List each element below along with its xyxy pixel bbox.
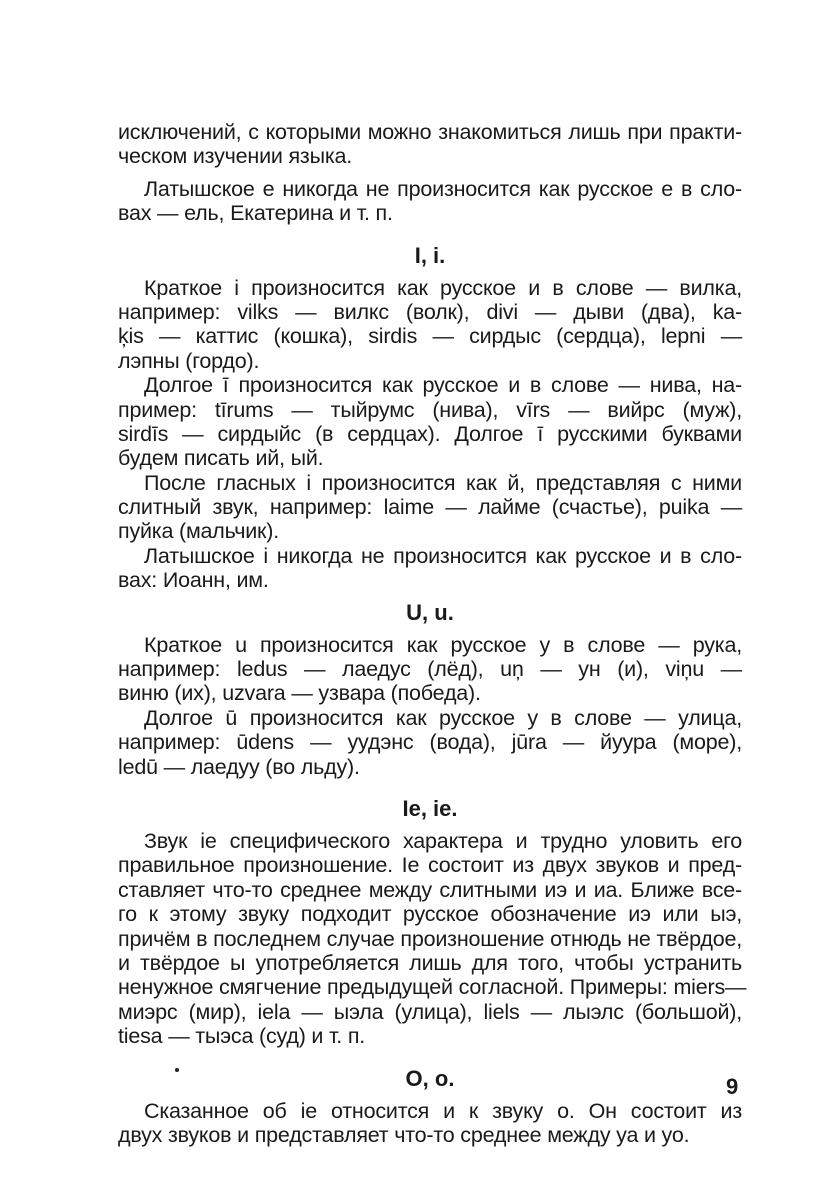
section-heading-o: O, o.	[405, 1065, 455, 1091]
text-line: ledū — лаедуу (во льду).	[118, 754, 360, 779]
text-line: миэрс (мир), iela — ыэла (улица), liels — лыэлс (большой),	[118, 999, 742, 1024]
paragraph-top	[118, 120, 742, 169]
spacer	[118, 1049, 742, 1067]
text-line: причём в последнем случае произношение отнюдь не твёрдое,	[118, 926, 742, 951]
text-line: ненужное смягчение предыдущей согласной. Примеры: miers—	[118, 975, 747, 1000]
text-line: Краткое i произносится как русское и в слове — вилка,	[144, 275, 742, 300]
page-number: 9	[726, 1074, 739, 1099]
text-line: и твёрдое ы употребляется лишь для того, чтобы устранить	[118, 950, 742, 975]
text-line: вах — ель, Екатерина и т. п.	[118, 201, 393, 226]
text-line: ставляет что-то среднее между слитными иэ и иа. Ближе все-	[118, 877, 742, 902]
spacer	[118, 268, 742, 276]
print-speck	[175, 1068, 179, 1072]
spacer	[118, 625, 742, 633]
text-line: tiesa — тыэса (суд) и т. п.	[118, 1024, 366, 1049]
text-line: лэпны (гордо).	[118, 348, 260, 373]
spacer	[118, 226, 742, 244]
text-line: например: ūdens — уудэнс (вода), jūra — йуура (море),	[118, 730, 742, 755]
text-line: Латышское i никогда не произносится как русское и в сло-	[144, 543, 742, 568]
text-line: вах: Иоанн, им.	[118, 568, 269, 593]
text-line: Сказанное об ie относится и к звуку o. Он состоит из	[144, 1098, 742, 1123]
spacer	[118, 779, 742, 797]
paragraph-e	[118, 177, 742, 226]
section-i-paragraph-1	[118, 276, 742, 374]
text-line: Долгое ū произносится как русское у в слове — улица,	[144, 705, 742, 730]
spacer	[118, 1091, 742, 1099]
section-i-paragraph-2	[118, 373, 742, 471]
section-o-paragraph-1	[118, 1099, 742, 1148]
text-line: например: vilks — вилкс (волк), divi — дыви (два), ka-	[118, 299, 742, 324]
text-line: пример: tīrums — тыйрумс (нива), vīrs — вийрс (муж),	[118, 397, 742, 422]
section-heading-ie: Ie, ie.	[402, 795, 458, 821]
section-u-paragraph-1	[118, 633, 742, 706]
text-line: Звук ie специфического характера и трудно уловить его	[144, 828, 742, 853]
text-line: виню (их), uzvara — узвара (победа).	[118, 681, 481, 706]
spacer	[118, 169, 742, 177]
text-line: ческом изучении языка.	[118, 144, 353, 169]
text-line: sirdīs — сирдыйс (в сердцах). Долгое ī русскими буквами	[118, 421, 742, 446]
spacer	[118, 821, 742, 829]
text-line: Краткое u произносится как русское у в слове — рука,	[144, 632, 742, 657]
text-line: правильное произношение. Ie состоит из двух звуков и пред-	[118, 853, 742, 878]
text-line: После гласных i произносится как й, представляя с ними	[144, 470, 742, 495]
text-line: исключений, с которыми можно знакомиться лишь при практи-	[118, 120, 742, 144]
section-heading-u: U, u.	[406, 599, 454, 625]
section-u-paragraph-2	[118, 706, 742, 779]
text-line: будем писать ий, ый.	[118, 446, 324, 471]
text-line: го к этому звуку подходит русское обозначение иэ или ыэ,	[118, 902, 742, 927]
section-i-paragraph-4	[118, 544, 742, 593]
page-body	[118, 120, 747, 1147]
text-line: Долгое ī произносится как русское и в слове — нива, на-	[144, 373, 742, 398]
section-i-paragraph-3	[118, 471, 742, 544]
text-line: слитный звук, например: laime — лайме (счастье), puika —	[118, 495, 742, 520]
section-ie-paragraph-1	[118, 828, 747, 1049]
text-line: двух звуков и представляет что-то среднее между уа и уо.	[118, 1122, 690, 1147]
text-line: например: ledus — лаедус (лёд), uņ — ун (и), viņu —	[118, 657, 742, 682]
text-line: Латышское e никогда не произносится как русское e в сло-	[144, 176, 742, 201]
text-line: ķis — каттис (кошка), sirdis — сирдыс (сердца), lepni —	[118, 324, 742, 349]
text-line: пуйка (мальчик).	[118, 519, 279, 544]
section-heading-i: I, i.	[414, 242, 446, 268]
